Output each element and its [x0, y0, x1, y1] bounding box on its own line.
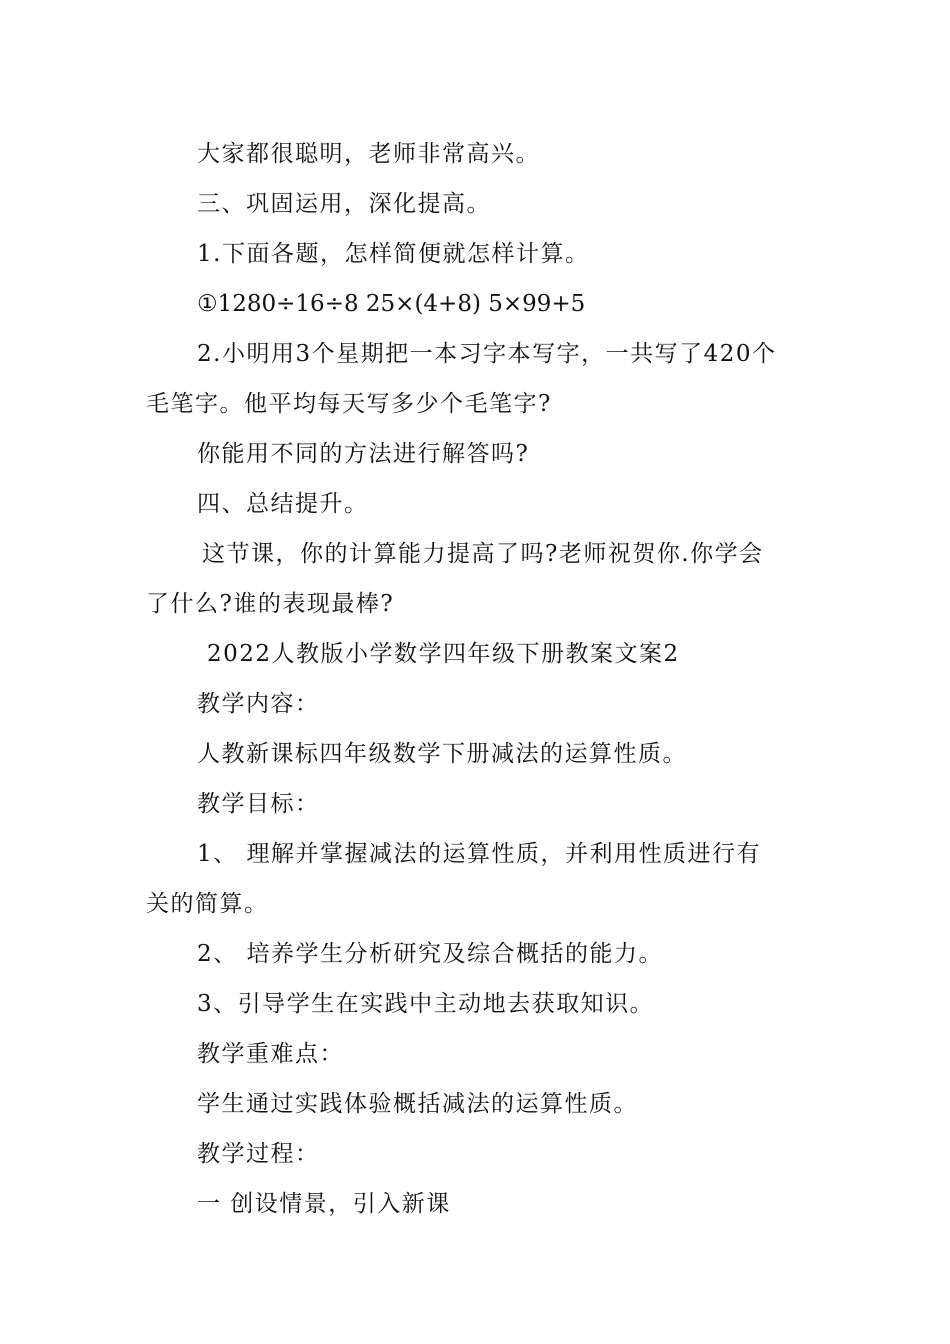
exercise-1-prompt: 1.下面各题，怎样简便就怎样计算。 [197, 241, 590, 267]
exercise-2-line-1: 2.小明用3个星期把一本习字本写字，一共写了420个 [197, 341, 777, 367]
summary-line-1: 这节课，你的计算能力提高了吗?老师祝贺你.你学会 [202, 541, 764, 567]
section-heading-consolidate: 三、巩固运用，深化提高。 [197, 191, 491, 217]
paragraph-teaching-content: 人教新课标四年级数学下册减法的运算性质。 [197, 741, 687, 767]
exercise-1-expressions: ①1280÷16÷8 25×(4+8) 5×99+5 [197, 291, 586, 317]
heading-teaching-content: 教学内容： [197, 691, 320, 717]
process-step-1: 一 创设情景，引入新课 [197, 1191, 451, 1217]
paragraph-different-methods: 你能用不同的方法进行解答吗? [197, 441, 530, 467]
goal-1-line-1: 1、 理解并掌握减法的运算性质，并利用性质进行有 [197, 841, 761, 867]
section-heading-summary: 四、总结提升。 [197, 491, 369, 517]
document-title-2: 2022人教版小学数学四年级下册教案文案2 [207, 641, 680, 667]
goal-3: 3、引导学生在实践中主动地去获取知识。 [197, 991, 655, 1017]
heading-teaching-process: 教学过程： [197, 1141, 320, 1167]
heading-key-points: 教学重难点： [197, 1041, 344, 1067]
goal-1-line-2: 关的简算。 [146, 891, 269, 917]
paragraph-praise: 大家都很聪明，老师非常高兴。 [197, 141, 540, 167]
summary-line-2: 了什么?谁的表现最棒? [146, 591, 395, 617]
heading-teaching-goals: 教学目标： [197, 791, 320, 817]
goal-2: 2、 培养学生分析研究及综合概括的能力。 [197, 941, 663, 967]
paragraph-key-points: 学生通过实践体验概括减法的运算性质。 [197, 1091, 638, 1117]
exercise-2-line-2: 毛笔字。他平均每天写多少个毛笔字? [146, 391, 552, 417]
